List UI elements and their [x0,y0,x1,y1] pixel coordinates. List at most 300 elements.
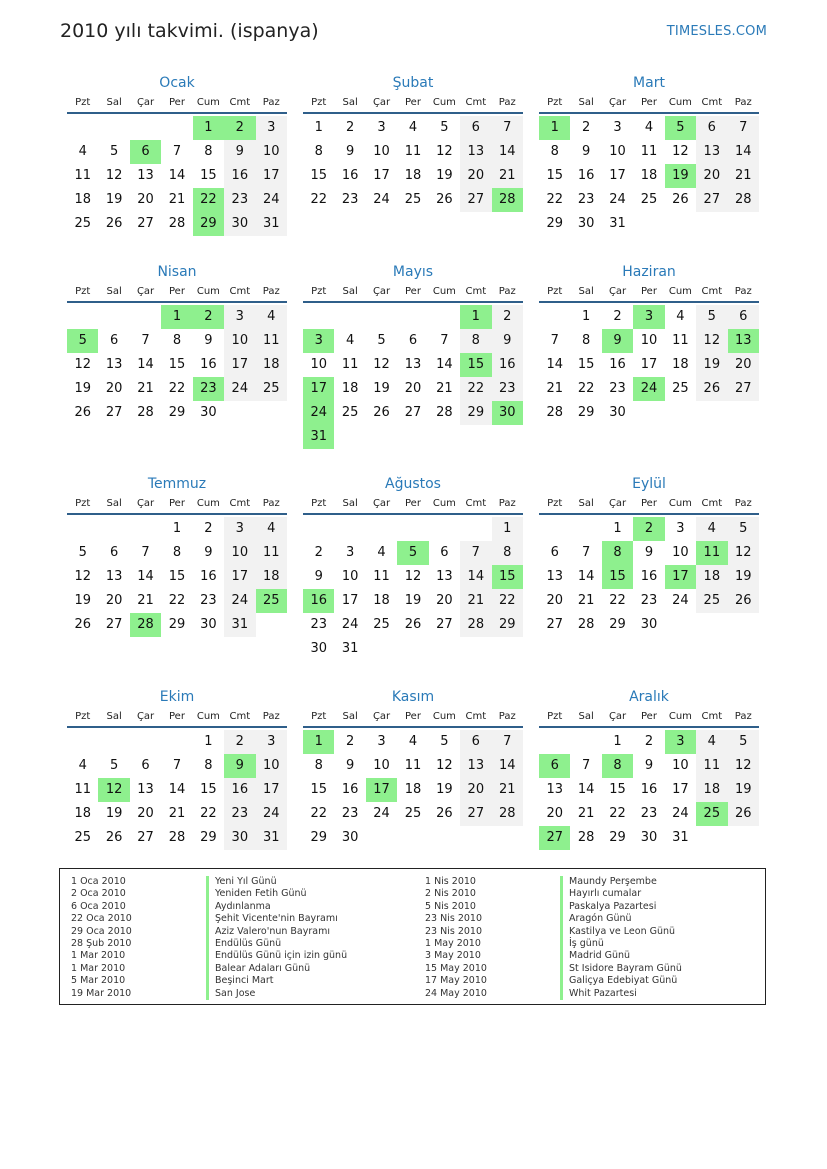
weekday-label: Cum [432,97,456,108]
day-cell: 28 [546,405,563,420]
weekday-label: Cmt [229,711,251,722]
day-cell: 20 [436,593,453,608]
weekday-header [67,283,287,303]
holiday-day-cell: 1 [303,730,334,754]
day-cell: 21 [728,164,759,188]
day-cell: 29 [168,405,186,420]
day-cell: 7 [141,545,150,560]
legend-date: 5 Nis 2010 [425,900,476,912]
day-cell: 22 [168,593,186,608]
day-cell: 9 [204,545,213,560]
day-cell: 13 [105,357,123,372]
day-cell: 26 [105,830,123,845]
day-cell: 24 [224,589,255,613]
empty-cell [570,730,601,754]
weekday-label: Çar [372,498,391,509]
empty-cell [130,305,161,329]
day-cell: 21 [492,778,523,802]
day-cell: 27 [137,830,154,845]
day-cell: 7 [550,333,559,348]
day-cell: 23 [577,192,595,207]
day-cell: 11 [74,782,91,797]
day-cell: 9 [581,144,591,159]
day-cell: 23 [640,593,658,608]
weekday-label: Per [169,498,185,509]
legend-holiday-name: Beşinci Mart [206,975,347,987]
weekday-label: Paz [498,498,516,509]
day-cell: 15 [546,168,563,183]
weekday-label: Per [641,97,657,108]
weekday-label: Paz [734,498,752,509]
day-cell: 26 [728,589,759,613]
day-cell: 2 [613,309,622,324]
weekday-label: Cum [196,498,220,509]
weekday-label: Cum [432,498,456,509]
holiday-day-cell: 9 [602,329,633,353]
legend-date: 5 Mar 2010 [71,975,126,987]
holiday-day-cell: 2 [193,305,224,329]
day-cell: 25 [640,192,658,207]
day-cell: 19 [696,353,727,377]
day-cell: 5 [377,333,386,348]
day-cell: 4 [256,305,287,329]
day-cell: 11 [404,758,422,773]
day-cell: 13 [460,140,491,164]
weekday-label: Cmt [229,498,251,509]
weekday-header [303,708,523,728]
day-cell: 5 [78,545,87,560]
empty-cell [366,305,397,329]
day-cell: 29 [609,617,626,632]
day-cell: 3 [256,730,287,754]
weekday-label: Pzt [311,711,327,722]
day-cell: 2 [204,521,213,536]
day-cell: 18 [640,168,658,183]
holiday-day-cell: 30 [492,401,523,425]
day-cell: 8 [550,144,559,159]
day-cell: 20 [546,593,563,608]
day-cell: 18 [256,353,287,377]
weekday-label: Çar [136,711,155,722]
legend-names-right [560,876,682,1000]
weekday-label: Paz [498,97,516,108]
weekday-label: Pzt [311,286,327,297]
day-cell: 9 [644,545,654,560]
legend-holiday-name: Galiçya Edebiyat Günü [560,975,682,987]
day-cell: 18 [256,565,287,589]
holiday-day-cell: 9 [224,754,255,778]
day-cell: 13 [546,782,563,797]
weekday-label: Çar [136,498,155,509]
weekday-label: Paz [498,286,516,297]
day-cell: 26 [373,405,390,420]
day-cell: 14 [546,357,563,372]
day-cell: 11 [672,333,689,348]
day-cell: 25 [341,405,359,420]
day-cell: 1 [492,517,523,541]
legend-date: 2 Nis 2010 [425,888,476,900]
empty-cell [539,730,570,754]
day-cell: 30 [200,405,217,420]
day-cell: 26 [74,617,91,632]
legend-date: 23 Nis 2010 [425,913,482,925]
weekday-label: Cum [432,286,456,297]
day-cell: 1 [613,521,622,536]
holiday-day-cell: 13 [728,329,759,353]
day-cell: 24 [373,192,390,207]
legend-holiday-name: Aragón Günü [560,913,682,925]
day-cell: 4 [256,517,287,541]
day-cell: 21 [492,164,523,188]
day-cell: 16 [640,569,658,584]
weekday-label: Pzt [75,711,91,722]
day-cell: 17 [341,593,359,608]
legend-holiday-name: Hayırlı cumalar [560,888,682,900]
day-cell: 18 [404,168,422,183]
day-cell: 15 [310,782,327,797]
day-grid [539,305,759,425]
day-cell: 8 [172,545,182,560]
day-cell: 16 [492,353,523,377]
day-cell: 23 [640,806,658,821]
day-cell: 20 [404,381,422,396]
day-cell: 8 [172,333,182,348]
day-cell: 28 [577,617,595,632]
day-cell: 31 [256,826,287,850]
day-cell: 6 [109,545,119,560]
day-cell: 7 [492,730,523,754]
weekday-label: Cmt [701,97,723,108]
day-cell: 10 [373,144,390,159]
day-cell: 27 [404,405,422,420]
weekday-label: Çar [608,97,627,108]
month-block [303,473,523,661]
empty-cell [334,517,365,541]
day-cell: 14 [436,357,453,372]
holiday-day-cell: 8 [602,541,633,565]
day-cell: 19 [728,565,759,589]
day-grid [67,116,287,236]
day-cell: 13 [696,140,727,164]
day-cell: 15 [577,357,595,372]
weekday-label: Sal [342,97,358,108]
holiday-day-cell: 1 [193,116,224,140]
legend-names-left [206,876,347,1000]
empty-cell [67,517,98,541]
legend-holiday-name: Endülüs Günü [206,938,347,950]
day-cell: 14 [492,140,523,164]
day-cell: 5 [728,517,759,541]
day-cell: 25 [672,381,689,396]
day-cell: 6 [460,730,491,754]
weekday-label: Sal [578,97,594,108]
day-cell: 6 [550,545,559,560]
weekday-label: Sal [342,498,358,509]
day-cell: 30 [224,212,255,236]
day-cell: 28 [168,830,186,845]
day-cell: 15 [200,782,217,797]
day-grid [303,305,523,449]
day-cell: 21 [577,806,595,821]
day-cell: 12 [404,569,422,584]
weekday-label: Cmt [701,711,723,722]
weekday-label: Paz [734,286,752,297]
day-cell: 1 [172,521,182,536]
weekday-label: Paz [498,711,516,722]
weekday-label: Paz [262,711,280,722]
day-cell: 29 [200,830,217,845]
holiday-day-cell: 22 [193,188,224,212]
day-cell: 16 [640,782,658,797]
day-cell: 17 [640,357,658,372]
weekday-label: Cmt [229,97,251,108]
day-cell: 30 [224,826,255,850]
day-cell: 5 [696,305,727,329]
weekday-label: Çar [136,286,155,297]
weekday-label: Cmt [465,286,487,297]
weekday-label: Paz [262,498,280,509]
weekday-label: Pzt [311,97,327,108]
legend-holiday-name: San Jose [206,988,347,1000]
legend-holiday-name: Aziz Valero'nun Bayramı [206,926,347,938]
day-cell: 11 [341,357,359,372]
day-cell: 4 [408,734,418,749]
month-name: Eylül [632,476,666,492]
day-cell: 1 [581,309,591,324]
day-cell: 29 [460,401,491,425]
day-cell: 8 [460,329,491,353]
day-cell: 14 [728,140,759,164]
day-cell: 10 [373,758,390,773]
day-cell: 4 [408,120,418,135]
holiday-day-cell: 5 [665,116,696,140]
day-cell: 14 [168,168,186,183]
day-cell: 6 [460,116,491,140]
day-cell: 20 [137,192,154,207]
weekday-label: Sal [106,97,122,108]
legend-holiday-name: Şehit Vicente'nin Bayramı [206,913,347,925]
weekday-label: Sal [578,286,594,297]
holiday-day-cell: 3 [303,329,334,353]
day-cell: 11 [256,541,287,565]
day-cell: 17 [256,164,287,188]
day-cell: 21 [577,593,595,608]
empty-cell [303,517,334,541]
day-cell: 20 [546,806,563,821]
day-cell: 28 [460,613,491,637]
month-block [303,686,523,850]
day-cell: 3 [377,734,386,749]
day-cell: 3 [613,120,622,135]
day-cell: 14 [137,357,154,372]
day-cell: 22 [577,381,595,396]
legend-holiday-name: Endülüs Günü için izin günü [206,950,347,962]
weekday-label: Çar [608,711,627,722]
day-cell: 18 [696,565,727,589]
day-grid [67,517,287,637]
day-cell: 9 [345,758,355,773]
day-cell: 29 [492,613,523,637]
day-cell: 6 [440,545,449,560]
holiday-day-cell: 12 [98,778,129,802]
day-cell: 12 [373,357,390,372]
day-cell: 19 [74,593,91,608]
legend-holiday-name: Maundy Perşembe [560,876,682,888]
day-cell: 10 [672,545,689,560]
day-cell: 25 [696,589,727,613]
day-cell: 2 [492,305,523,329]
empty-cell [161,730,192,754]
weekday-label: Pzt [311,498,327,509]
day-cell: 1 [204,734,213,749]
day-cell: 17 [256,778,287,802]
legend-date: 2 Oca 2010 [71,888,126,900]
day-grid [539,730,759,850]
month-block [539,72,759,236]
day-cell: 15 [200,168,217,183]
day-cell: 26 [404,617,422,632]
day-cell: 29 [609,830,626,845]
legend-dates-left [71,876,132,1000]
day-cell: 2 [314,545,323,560]
holiday-day-cell: 17 [665,565,696,589]
weekday-label: Paz [262,97,280,108]
weekday-label: Çar [372,711,391,722]
day-grid [539,517,759,637]
legend-dates-right [425,876,487,1000]
day-cell: 10 [341,569,359,584]
day-cell: 9 [644,758,654,773]
day-cell: 19 [436,168,453,183]
day-cell: 25 [74,830,91,845]
day-cell: 7 [460,541,491,565]
holiday-day-cell: 31 [303,425,334,449]
day-cell: 30 [341,830,359,845]
legend-date: 1 Mar 2010 [71,962,126,974]
holiday-day-cell: 3 [665,730,696,754]
day-cell: 10 [224,541,255,565]
day-cell: 17 [672,782,689,797]
day-cell: 28 [137,405,154,420]
day-cell: 17 [373,168,390,183]
day-cell: 15 [609,782,626,797]
day-cell: 6 [696,116,727,140]
day-cell: 19 [728,778,759,802]
day-cell: 7 [728,116,759,140]
day-cell: 14 [168,782,186,797]
day-cell: 22 [168,381,186,396]
day-cell: 19 [105,192,123,207]
day-cell: 13 [546,569,563,584]
day-grid [303,116,523,212]
day-cell: 12 [436,144,453,159]
day-cell: 23 [200,593,217,608]
day-cell: 9 [204,333,213,348]
day-cell: 26 [74,405,91,420]
month-block [539,473,759,637]
month-name: Şubat [392,75,434,91]
day-cell: 25 [373,617,390,632]
day-cell: 23 [341,192,359,207]
day-cell: 3 [345,545,355,560]
weekday-label: Cum [196,286,220,297]
empty-cell [130,730,161,754]
day-cell: 27 [105,405,123,420]
day-cell: 24 [224,377,255,401]
month-block [539,261,759,425]
day-cell: 2 [345,120,355,135]
month-block [67,261,287,425]
day-cell: 18 [341,381,359,396]
day-cell: 3 [224,305,255,329]
day-cell: 11 [640,144,658,159]
holiday-day-cell: 24 [303,401,334,425]
empty-cell [98,305,129,329]
holiday-day-cell: 5 [397,541,428,565]
day-cell: 8 [314,144,323,159]
day-cell: 27 [137,216,154,231]
weekday-label: Cmt [701,286,723,297]
day-cell: 5 [109,144,119,159]
weekday-label: Pzt [547,711,563,722]
weekday-label: Cum [196,711,220,722]
weekday-label: Cum [668,711,692,722]
day-cell: 4 [676,309,685,324]
day-cell: 7 [581,545,591,560]
day-cell: 27 [546,617,563,632]
day-cell: 21 [168,192,186,207]
day-cell: 10 [256,140,287,164]
day-cell: 25 [404,192,422,207]
day-cell: 9 [314,569,323,584]
day-cell: 21 [137,593,154,608]
day-cell: 24 [609,192,626,207]
day-cell: 3 [256,116,287,140]
day-cell: 19 [404,593,422,608]
month-name: Ekim [159,689,195,705]
month-block [67,473,287,637]
day-cell: 4 [78,144,87,159]
day-cell: 1 [613,734,622,749]
day-cell: 7 [172,758,182,773]
brand-link[interactable]: TIMESLES.COM [666,24,767,39]
weekday-label: Cum [668,97,692,108]
empty-cell [397,305,428,329]
day-cell: 3 [676,521,685,536]
day-cell: 12 [74,569,91,584]
day-cell: 28 [577,830,595,845]
legend-holiday-name: İş günü [560,938,682,950]
holiday-day-cell: 1 [161,305,192,329]
holiday-day-cell: 2 [224,116,255,140]
day-cell: 28 [436,405,453,420]
day-cell: 11 [256,329,287,353]
day-cell: 21 [168,806,186,821]
day-cell: 19 [373,381,390,396]
day-cell: 13 [137,168,154,183]
day-cell: 22 [460,377,491,401]
day-cell: 24 [341,617,359,632]
day-cell: 12 [74,357,91,372]
weekday-label: Paz [734,711,752,722]
weekday-label: Sal [342,711,358,722]
day-cell: 18 [672,357,689,372]
day-cell: 13 [404,357,422,372]
day-grid [303,730,523,850]
day-cell: 16 [200,569,217,584]
weekday-label: Sal [106,286,122,297]
holiday-day-cell: 11 [696,541,727,565]
